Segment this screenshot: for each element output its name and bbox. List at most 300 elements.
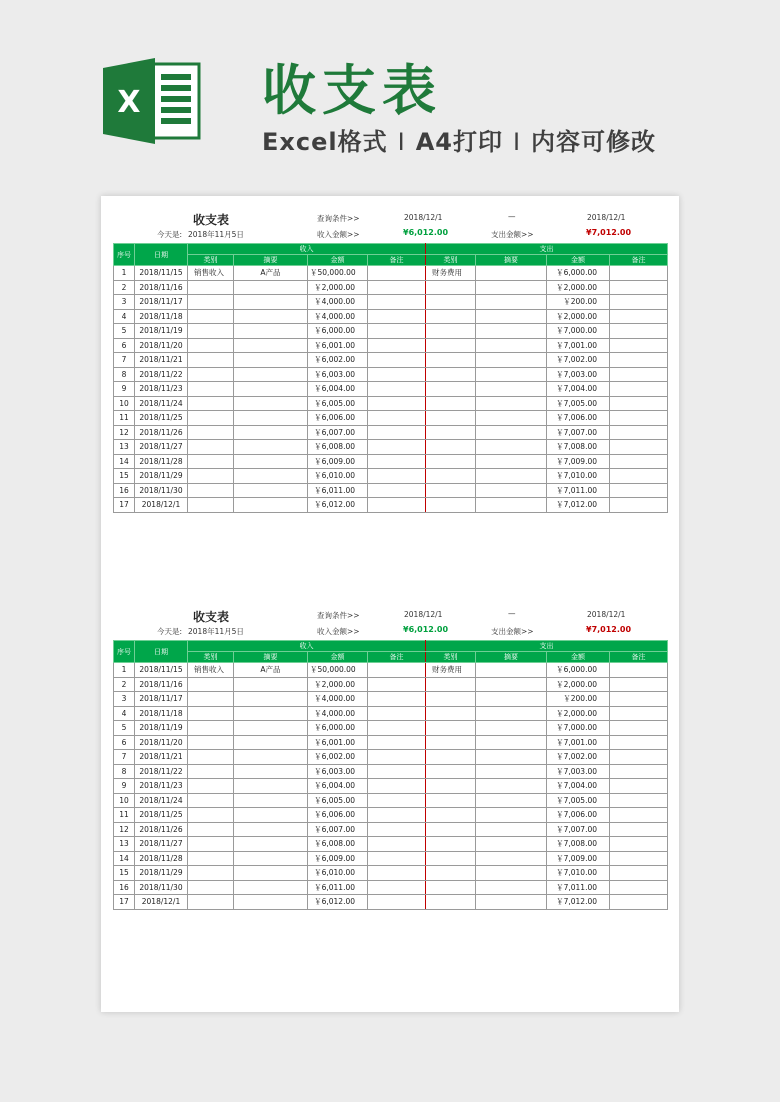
income-category-cell[interactable] <box>188 338 234 353</box>
expense-note-cell[interactable] <box>610 382 668 397</box>
income-amount-cell[interactable]: ￥6,000.00 <box>308 324 368 339</box>
income-amount-cell[interactable]: ￥6,007.00 <box>308 425 368 440</box>
expense-category-cell[interactable] <box>426 822 476 837</box>
expense-category-cell[interactable] <box>426 382 476 397</box>
income-summary-cell[interactable] <box>234 411 308 426</box>
income-summary-cell[interactable] <box>234 469 308 484</box>
income-amount-cell[interactable]: ￥4,000.00 <box>308 295 368 310</box>
expense-summary-cell[interactable] <box>476 382 547 397</box>
expense-summary-cell[interactable] <box>476 324 547 339</box>
income-amount-cell[interactable]: ￥4,000.00 <box>308 692 368 707</box>
income-amount-cell[interactable]: ￥6,005.00 <box>308 793 368 808</box>
expense-amount-cell[interactable]: ￥7,008.00 <box>547 837 610 852</box>
expense-summary-cell[interactable] <box>476 706 547 721</box>
income-amount-cell[interactable]: ￥4,000.00 <box>308 309 368 324</box>
income-summary-cell[interactable] <box>234 692 308 707</box>
row-no[interactable]: 7 <box>114 353 135 368</box>
expense-category-cell[interactable] <box>426 411 476 426</box>
income-category-cell[interactable] <box>188 454 234 469</box>
expense-amount-cell[interactable]: ￥7,000.00 <box>547 324 610 339</box>
expense-summary-cell[interactable] <box>476 837 547 852</box>
income-summary-cell[interactable] <box>234 353 308 368</box>
expense-note-cell[interactable] <box>610 295 668 310</box>
expense-category-cell[interactable] <box>426 425 476 440</box>
income-summary-cell[interactable] <box>234 454 308 469</box>
expense-note-cell[interactable] <box>610 280 668 295</box>
expense-amount-cell[interactable]: ￥7,006.00 <box>547 808 610 823</box>
income-summary-cell[interactable]: A产品 <box>234 266 308 281</box>
income-category-cell[interactable] <box>188 837 234 852</box>
income-summary-cell[interactable] <box>234 793 308 808</box>
row-no[interactable]: 9 <box>114 382 135 397</box>
expense-summary-cell[interactable] <box>476 822 547 837</box>
income-summary-cell[interactable] <box>234 382 308 397</box>
row-date[interactable]: 2018/11/29 <box>135 469 188 484</box>
income-note-cell[interactable] <box>368 454 426 469</box>
expense-summary-cell[interactable] <box>476 793 547 808</box>
row-no[interactable]: 1 <box>114 266 135 281</box>
expense-category-cell[interactable] <box>426 309 476 324</box>
income-amount-cell[interactable]: ￥6,009.00 <box>308 454 368 469</box>
row-date[interactable]: 2018/11/23 <box>135 779 188 794</box>
expense-category-cell[interactable] <box>426 498 476 513</box>
row-no[interactable]: 6 <box>114 735 135 750</box>
expense-category-cell[interactable] <box>426 851 476 866</box>
income-note-cell[interactable] <box>368 895 426 910</box>
row-no[interactable]: 14 <box>114 454 135 469</box>
row-no[interactable]: 6 <box>114 338 135 353</box>
expense-note-cell[interactable] <box>610 454 668 469</box>
expense-note-cell[interactable] <box>610 324 668 339</box>
income-summary-cell[interactable] <box>234 338 308 353</box>
income-note-cell[interactable] <box>368 750 426 765</box>
row-date[interactable]: 2018/11/30 <box>135 880 188 895</box>
income-summary-cell[interactable] <box>234 295 308 310</box>
income-category-cell[interactable] <box>188 851 234 866</box>
expense-summary-cell[interactable] <box>476 880 547 895</box>
income-amount-cell[interactable]: ￥6,003.00 <box>308 764 368 779</box>
income-summary-cell[interactable] <box>234 880 308 895</box>
expense-summary-cell[interactable] <box>476 735 547 750</box>
income-category-cell[interactable] <box>188 295 234 310</box>
row-date[interactable]: 2018/11/26 <box>135 822 188 837</box>
income-category-cell[interactable] <box>188 411 234 426</box>
expense-note-cell[interactable] <box>610 822 668 837</box>
row-date[interactable]: 2018/11/19 <box>135 721 188 736</box>
expense-note-cell[interactable] <box>610 779 668 794</box>
income-summary-cell[interactable] <box>234 396 308 411</box>
income-amount-cell[interactable]: ￥6,010.00 <box>308 866 368 881</box>
row-no[interactable]: 3 <box>114 692 135 707</box>
expense-summary-cell[interactable] <box>476 721 547 736</box>
row-no[interactable]: 2 <box>114 677 135 692</box>
income-note-cell[interactable] <box>368 735 426 750</box>
expense-note-cell[interactable] <box>610 895 668 910</box>
row-date[interactable]: 2018/11/21 <box>135 353 188 368</box>
row-no[interactable]: 15 <box>114 469 135 484</box>
row-date[interactable]: 2018/11/18 <box>135 309 188 324</box>
row-no[interactable]: 16 <box>114 483 135 498</box>
income-amount-cell[interactable]: ￥6,007.00 <box>308 822 368 837</box>
expense-category-cell[interactable] <box>426 721 476 736</box>
expense-amount-cell[interactable]: ￥7,010.00 <box>547 866 610 881</box>
expense-amount-cell[interactable]: ￥7,000.00 <box>547 721 610 736</box>
income-category-cell[interactable]: 销售收入 <box>188 663 234 678</box>
query-end-date[interactable]: 2018/12/1 <box>587 213 626 222</box>
expense-note-cell[interactable] <box>610 793 668 808</box>
expense-category-cell[interactable]: 财务费用 <box>426 266 476 281</box>
row-date[interactable]: 2018/11/22 <box>135 764 188 779</box>
expense-note-cell[interactable] <box>610 851 668 866</box>
income-amount-cell[interactable]: ￥50,000.00 <box>308 266 368 281</box>
expense-amount-cell[interactable]: ￥7,011.00 <box>547 483 610 498</box>
expense-summary-cell[interactable] <box>476 353 547 368</box>
income-amount-cell[interactable]: ￥6,008.00 <box>308 837 368 852</box>
income-category-cell[interactable] <box>188 440 234 455</box>
row-no[interactable]: 17 <box>114 895 135 910</box>
row-date[interactable]: 2018/11/17 <box>135 692 188 707</box>
income-note-cell[interactable] <box>368 808 426 823</box>
income-summary-cell[interactable] <box>234 895 308 910</box>
expense-amount-cell[interactable]: ￥2,000.00 <box>547 309 610 324</box>
expense-category-cell[interactable] <box>426 895 476 910</box>
income-category-cell[interactable] <box>188 483 234 498</box>
income-note-cell[interactable] <box>368 309 426 324</box>
income-summary-cell[interactable] <box>234 808 308 823</box>
row-date[interactable]: 2018/11/16 <box>135 677 188 692</box>
expense-amount-cell[interactable]: ￥7,005.00 <box>547 793 610 808</box>
expense-summary-cell[interactable] <box>476 677 547 692</box>
income-note-cell[interactable] <box>368 498 426 513</box>
expense-amount-cell[interactable]: ￥7,007.00 <box>547 425 610 440</box>
income-summary-cell[interactable] <box>234 440 308 455</box>
income-amount-cell[interactable]: ￥6,005.00 <box>308 396 368 411</box>
income-category-cell[interactable] <box>188 280 234 295</box>
expense-note-cell[interactable] <box>610 721 668 736</box>
income-summary-cell[interactable]: A产品 <box>234 663 308 678</box>
row-date[interactable]: 2018/11/20 <box>135 735 188 750</box>
expense-amount-cell[interactable]: ￥200.00 <box>547 295 610 310</box>
income-note-cell[interactable] <box>368 411 426 426</box>
expense-note-cell[interactable] <box>610 367 668 382</box>
expense-category-cell[interactable]: 财务费用 <box>426 663 476 678</box>
row-date[interactable]: 2018/11/25 <box>135 411 188 426</box>
row-date[interactable]: 2018/11/22 <box>135 367 188 382</box>
expense-category-cell[interactable] <box>426 793 476 808</box>
expense-category-cell[interactable] <box>426 469 476 484</box>
expense-category-cell[interactable] <box>426 396 476 411</box>
row-date[interactable]: 2018/11/16 <box>135 280 188 295</box>
income-note-cell[interactable] <box>368 837 426 852</box>
row-date[interactable]: 2018/11/20 <box>135 338 188 353</box>
row-no[interactable]: 8 <box>114 764 135 779</box>
expense-amount-cell[interactable]: ￥7,006.00 <box>547 411 610 426</box>
income-note-cell[interactable] <box>368 721 426 736</box>
income-category-cell[interactable] <box>188 793 234 808</box>
income-note-cell[interactable] <box>368 425 426 440</box>
income-category-cell[interactable] <box>188 822 234 837</box>
income-note-cell[interactable] <box>368 793 426 808</box>
expense-summary-cell[interactable] <box>476 692 547 707</box>
expense-amount-cell[interactable]: ￥7,012.00 <box>547 498 610 513</box>
row-no[interactable]: 1 <box>114 663 135 678</box>
expense-note-cell[interactable] <box>610 338 668 353</box>
expense-note-cell[interactable] <box>610 692 668 707</box>
row-no[interactable]: 10 <box>114 793 135 808</box>
expense-amount-cell[interactable]: ￥7,004.00 <box>547 779 610 794</box>
expense-category-cell[interactable] <box>426 764 476 779</box>
expense-amount-cell[interactable]: ￥200.00 <box>547 692 610 707</box>
income-category-cell[interactable]: 销售收入 <box>188 266 234 281</box>
income-summary-cell[interactable] <box>234 498 308 513</box>
row-date[interactable]: 2018/12/1 <box>135 895 188 910</box>
row-date[interactable]: 2018/11/24 <box>135 793 188 808</box>
income-category-cell[interactable] <box>188 498 234 513</box>
row-date[interactable]: 2018/11/28 <box>135 454 188 469</box>
expense-category-cell[interactable] <box>426 454 476 469</box>
row-no[interactable]: 4 <box>114 309 135 324</box>
income-amount-cell[interactable]: ￥6,003.00 <box>308 367 368 382</box>
income-amount-cell[interactable]: ￥6,006.00 <box>308 808 368 823</box>
expense-amount-cell[interactable]: ￥7,008.00 <box>547 440 610 455</box>
expense-amount-cell[interactable]: ￥7,009.00 <box>547 454 610 469</box>
income-note-cell[interactable] <box>368 764 426 779</box>
row-no[interactable]: 9 <box>114 779 135 794</box>
income-note-cell[interactable] <box>368 469 426 484</box>
row-date[interactable]: 2018/11/25 <box>135 808 188 823</box>
income-amount-cell[interactable]: ￥50,000.00 <box>308 663 368 678</box>
income-category-cell[interactable] <box>188 880 234 895</box>
expense-category-cell[interactable] <box>426 779 476 794</box>
row-date[interactable]: 2018/11/29 <box>135 866 188 881</box>
row-no[interactable]: 2 <box>114 280 135 295</box>
income-summary-cell[interactable] <box>234 677 308 692</box>
expense-summary-cell[interactable] <box>476 454 547 469</box>
income-note-cell[interactable] <box>368 483 426 498</box>
income-note-cell[interactable] <box>368 266 426 281</box>
expense-summary-cell[interactable] <box>476 808 547 823</box>
expense-note-cell[interactable] <box>610 396 668 411</box>
income-category-cell[interactable] <box>188 309 234 324</box>
row-date[interactable]: 2018/11/27 <box>135 837 188 852</box>
income-amount-cell[interactable]: ￥6,001.00 <box>308 735 368 750</box>
expense-amount-cell[interactable]: ￥6,000.00 <box>547 266 610 281</box>
income-note-cell[interactable] <box>368 295 426 310</box>
income-amount-cell[interactable]: ￥6,001.00 <box>308 338 368 353</box>
row-no[interactable]: 11 <box>114 808 135 823</box>
expense-category-cell[interactable] <box>426 324 476 339</box>
income-note-cell[interactable] <box>368 280 426 295</box>
row-no[interactable]: 11 <box>114 411 135 426</box>
expense-amount-cell[interactable]: ￥7,001.00 <box>547 735 610 750</box>
row-no[interactable]: 14 <box>114 851 135 866</box>
row-no[interactable]: 3 <box>114 295 135 310</box>
row-no[interactable]: 4 <box>114 706 135 721</box>
income-amount-cell[interactable]: ￥6,000.00 <box>308 721 368 736</box>
expense-category-cell[interactable] <box>426 295 476 310</box>
expense-category-cell[interactable] <box>426 837 476 852</box>
expense-summary-cell[interactable] <box>476 411 547 426</box>
expense-summary-cell[interactable] <box>476 750 547 765</box>
expense-note-cell[interactable] <box>610 309 668 324</box>
expense-summary-cell[interactable] <box>476 280 547 295</box>
row-date[interactable]: 2018/11/15 <box>135 663 188 678</box>
income-category-cell[interactable] <box>188 764 234 779</box>
expense-category-cell[interactable] <box>426 750 476 765</box>
income-category-cell[interactable] <box>188 692 234 707</box>
expense-category-cell[interactable] <box>426 692 476 707</box>
expense-amount-cell[interactable]: ￥7,003.00 <box>547 367 610 382</box>
income-summary-cell[interactable] <box>234 837 308 852</box>
income-note-cell[interactable] <box>368 353 426 368</box>
income-note-cell[interactable] <box>368 866 426 881</box>
income-category-cell[interactable] <box>188 895 234 910</box>
expense-summary-cell[interactable] <box>476 764 547 779</box>
income-amount-cell[interactable]: ￥6,009.00 <box>308 851 368 866</box>
row-date[interactable]: 2018/11/23 <box>135 382 188 397</box>
expense-note-cell[interactable] <box>610 411 668 426</box>
income-category-cell[interactable] <box>188 866 234 881</box>
expense-amount-cell[interactable]: ￥7,005.00 <box>547 396 610 411</box>
expense-amount-cell[interactable]: ￥2,000.00 <box>547 280 610 295</box>
expense-note-cell[interactable] <box>610 735 668 750</box>
expense-amount-cell[interactable]: ￥7,003.00 <box>547 764 610 779</box>
expense-category-cell[interactable] <box>426 353 476 368</box>
row-date[interactable]: 2018/11/30 <box>135 483 188 498</box>
expense-summary-cell[interactable] <box>476 309 547 324</box>
income-category-cell[interactable] <box>188 706 234 721</box>
expense-category-cell[interactable] <box>426 706 476 721</box>
income-summary-cell[interactable] <box>234 851 308 866</box>
income-amount-cell[interactable]: ￥4,000.00 <box>308 706 368 721</box>
income-amount-cell[interactable]: ￥2,000.00 <box>308 677 368 692</box>
expense-note-cell[interactable] <box>610 880 668 895</box>
row-date[interactable]: 2018/11/21 <box>135 750 188 765</box>
income-summary-cell[interactable] <box>234 750 308 765</box>
expense-summary-cell[interactable] <box>476 498 547 513</box>
income-summary-cell[interactable] <box>234 764 308 779</box>
income-summary-cell[interactable] <box>234 367 308 382</box>
income-note-cell[interactable] <box>368 367 426 382</box>
income-summary-cell[interactable] <box>234 721 308 736</box>
income-summary-cell[interactable] <box>234 779 308 794</box>
row-no[interactable]: 12 <box>114 425 135 440</box>
income-summary-cell[interactable] <box>234 483 308 498</box>
row-no[interactable]: 7 <box>114 750 135 765</box>
income-amount-cell[interactable]: ￥6,011.00 <box>308 880 368 895</box>
expense-note-cell[interactable] <box>610 663 668 678</box>
expense-amount-cell[interactable]: ￥2,000.00 <box>547 706 610 721</box>
income-category-cell[interactable] <box>188 779 234 794</box>
row-date[interactable]: 2018/11/19 <box>135 324 188 339</box>
income-note-cell[interactable] <box>368 324 426 339</box>
income-amount-cell[interactable]: ￥6,012.00 <box>308 498 368 513</box>
expense-summary-cell[interactable] <box>476 295 547 310</box>
row-no[interactable]: 13 <box>114 837 135 852</box>
income-note-cell[interactable] <box>368 663 426 678</box>
income-amount-cell[interactable]: ￥6,002.00 <box>308 750 368 765</box>
expense-amount-cell[interactable]: ￥7,002.00 <box>547 353 610 368</box>
income-note-cell[interactable] <box>368 396 426 411</box>
expense-category-cell[interactable] <box>426 483 476 498</box>
income-note-cell[interactable] <box>368 677 426 692</box>
income-category-cell[interactable] <box>188 324 234 339</box>
row-date[interactable]: 2018/12/1 <box>135 498 188 513</box>
income-category-cell[interactable] <box>188 353 234 368</box>
expense-summary-cell[interactable] <box>476 483 547 498</box>
expense-note-cell[interactable] <box>610 266 668 281</box>
income-note-cell[interactable] <box>368 440 426 455</box>
income-note-cell[interactable] <box>368 851 426 866</box>
income-category-cell[interactable] <box>188 396 234 411</box>
expense-summary-cell[interactable] <box>476 440 547 455</box>
income-summary-cell[interactable] <box>234 309 308 324</box>
expense-note-cell[interactable] <box>610 483 668 498</box>
income-summary-cell[interactable] <box>234 425 308 440</box>
expense-note-cell[interactable] <box>610 425 668 440</box>
row-no[interactable]: 12 <box>114 822 135 837</box>
income-note-cell[interactable] <box>368 706 426 721</box>
row-date[interactable]: 2018/11/24 <box>135 396 188 411</box>
income-category-cell[interactable] <box>188 469 234 484</box>
expense-summary-cell[interactable] <box>476 266 547 281</box>
income-note-cell[interactable] <box>368 338 426 353</box>
income-summary-cell[interactable] <box>234 822 308 837</box>
expense-amount-cell[interactable]: ￥7,011.00 <box>547 880 610 895</box>
row-no[interactable]: 16 <box>114 880 135 895</box>
expense-summary-cell[interactable] <box>476 866 547 881</box>
expense-summary-cell[interactable] <box>476 851 547 866</box>
income-summary-cell[interactable] <box>234 280 308 295</box>
income-category-cell[interactable] <box>188 367 234 382</box>
income-amount-cell[interactable]: ￥6,002.00 <box>308 353 368 368</box>
row-date[interactable]: 2018/11/26 <box>135 425 188 440</box>
expense-note-cell[interactable] <box>610 677 668 692</box>
income-category-cell[interactable] <box>188 425 234 440</box>
income-category-cell[interactable] <box>188 677 234 692</box>
row-no[interactable]: 10 <box>114 396 135 411</box>
expense-amount-cell[interactable]: ￥7,010.00 <box>547 469 610 484</box>
income-note-cell[interactable] <box>368 692 426 707</box>
income-amount-cell[interactable]: ￥6,004.00 <box>308 779 368 794</box>
income-note-cell[interactable] <box>368 382 426 397</box>
income-amount-cell[interactable]: ￥6,010.00 <box>308 469 368 484</box>
query-end-date[interactable]: 2018/12/1 <box>587 610 626 619</box>
query-start-date[interactable]: 2018/12/1 <box>404 610 443 619</box>
expense-amount-cell[interactable]: ￥7,001.00 <box>547 338 610 353</box>
expense-amount-cell[interactable]: ￥7,009.00 <box>547 851 610 866</box>
expense-summary-cell[interactable] <box>476 663 547 678</box>
expense-note-cell[interactable] <box>610 469 668 484</box>
row-no[interactable]: 5 <box>114 721 135 736</box>
income-category-cell[interactable] <box>188 721 234 736</box>
expense-amount-cell[interactable]: ￥7,012.00 <box>547 895 610 910</box>
query-start-date[interactable]: 2018/12/1 <box>404 213 443 222</box>
expense-summary-cell[interactable] <box>476 469 547 484</box>
expense-note-cell[interactable] <box>610 866 668 881</box>
expense-amount-cell[interactable]: ￥6,000.00 <box>547 663 610 678</box>
expense-amount-cell[interactable]: ￥7,004.00 <box>547 382 610 397</box>
expense-summary-cell[interactable] <box>476 895 547 910</box>
expense-category-cell[interactable] <box>426 808 476 823</box>
row-date[interactable]: 2018/11/27 <box>135 440 188 455</box>
income-category-cell[interactable] <box>188 382 234 397</box>
expense-category-cell[interactable] <box>426 880 476 895</box>
income-summary-cell[interactable] <box>234 735 308 750</box>
row-no[interactable]: 13 <box>114 440 135 455</box>
expense-note-cell[interactable] <box>610 440 668 455</box>
expense-amount-cell[interactable]: ￥7,002.00 <box>547 750 610 765</box>
